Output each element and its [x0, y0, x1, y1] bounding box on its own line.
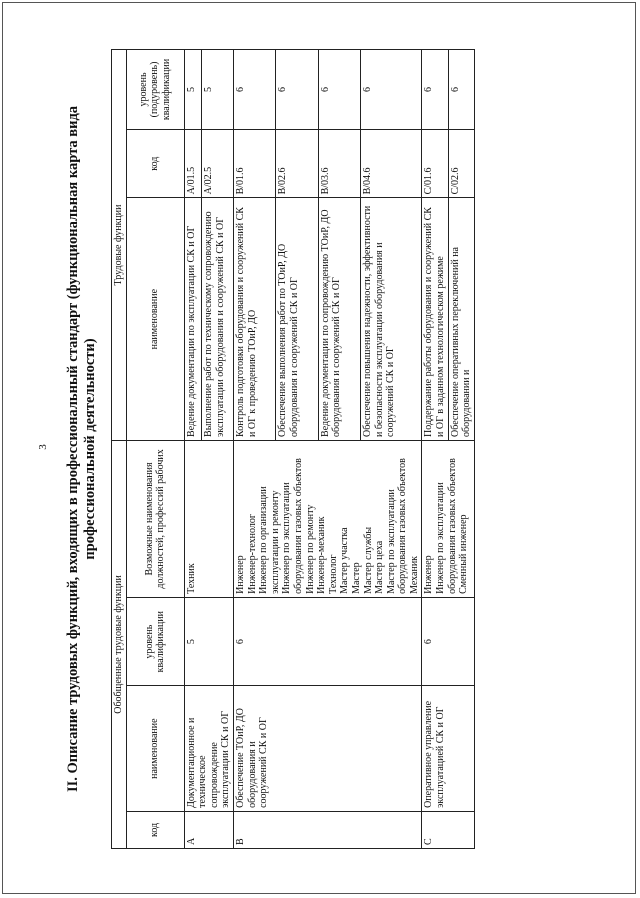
header-row-1 — [112, 50, 127, 849]
table-row — [184, 50, 202, 849]
tf-name: Обеспечение повышения надежности, эффективности и безопасности эксплуатации оборудования и сооружений СК и ОГ — [361, 198, 422, 441]
page-number: 3 — [37, 444, 49, 450]
tf-name: Выполнение работ по техническому сопровождению эксплуатации оборудования и сооружений СК и ОГ — [202, 198, 234, 441]
tf-level: 6 — [276, 50, 318, 130]
tf-name: Контроль подготовки оборудования и сооружений СК и ОГ к проведению ТОиР, ДО — [233, 198, 275, 441]
position-item: Инженер по ремонту — [304, 504, 316, 594]
header-row-2 — [126, 50, 184, 849]
tf-name: Ведение документации по эксплуатации СК и ОГ — [184, 198, 202, 441]
position-item: Технолог — [327, 554, 339, 594]
tf-code: A/02.5 — [202, 129, 234, 197]
position-item: Мастер — [350, 562, 362, 594]
gtf-name: Оперативное управление эксплуатацией СК и ОГ — [422, 686, 474, 812]
position-item: Инженер-механик — [316, 516, 328, 594]
gtf-positions — [422, 440, 474, 597]
position-item: Техник — [185, 563, 197, 594]
position-item: Мастер участка — [339, 527, 351, 594]
gtf-name: Документационное и техническое сопровождение эксплуатации СК и ОГ — [184, 686, 233, 812]
gtf-name: Обеспечение ТОиР, ДО оборудования и сооружений СК и ОГ — [233, 686, 422, 812]
gtf-positions — [233, 440, 422, 597]
position-item: Мастер цеха — [374, 540, 386, 594]
tf-name: Обеспечение оперативных переключений на оборудовании и — [448, 198, 474, 441]
tf-code: B/01.6 — [233, 129, 275, 197]
tf-level: 5 — [184, 50, 202, 130]
position-item: Инженер — [234, 555, 246, 594]
functional-map-table — [111, 49, 475, 849]
gtf-level: 5 — [184, 597, 233, 685]
tf-level: 6 — [318, 50, 360, 130]
table-row — [422, 50, 448, 849]
position-item: Механик — [408, 555, 420, 594]
gtf-code: C — [422, 811, 474, 848]
tf-level: 6 — [233, 50, 275, 130]
header-code: код — [126, 811, 184, 848]
tf-level: 5 — [202, 50, 234, 130]
header-level: уровень квалификации — [126, 597, 184, 685]
position-item: Инженер по эксплуатации оборудования газовых объектов — [281, 458, 304, 594]
tf-code: B/03.6 — [318, 129, 360, 197]
position-item: Инженер — [423, 555, 435, 594]
gtf-level: 6 — [233, 597, 422, 685]
section-title: II. Описание трудовых функций, входящих в профессиональный стандарт (функциональная карта вида профессиональной деятельности) — [65, 105, 98, 793]
tf-name: Поддержание работы оборудования и сооружений СК и ОГ в заданном технологическом режиме — [422, 198, 448, 441]
position-item: Инженер по эксплуатации оборудования газовых объектов — [435, 458, 458, 594]
tf-level: 6 — [422, 50, 448, 130]
header-positions: Возможные наименования должностей, профессий рабочих — [126, 440, 184, 597]
position-item: Мастер службы — [362, 526, 374, 594]
tf-code: B/02.6 — [276, 129, 318, 197]
table-body — [184, 50, 474, 849]
header-tf-name: наименование — [126, 198, 184, 441]
position-item: Мастер по эксплуатации оборудования газовых объектов — [385, 458, 409, 594]
position-item: Инженер по организации эксплуатации и ремонту — [258, 486, 281, 594]
tf-level: 6 — [448, 50, 474, 130]
tf-name: Ведение документации по сопровождению ТОиР, ДО оборудования и сооружений СК и ОГ — [318, 198, 360, 441]
tf-code: C/01.6 — [422, 129, 448, 197]
position-item: Сменный инженер — [458, 514, 470, 594]
header-generalized: Обобщенные трудовые функции — [112, 440, 127, 848]
gtf-level: 6 — [422, 597, 474, 685]
tf-code: C/02.6 — [448, 129, 474, 197]
tf-code: B/04.6 — [361, 129, 422, 197]
gtf-code: A — [184, 811, 233, 848]
tf-code: A/01.5 — [184, 129, 202, 197]
gtf-code: B — [233, 811, 422, 848]
position-item: Инженер-технолог — [246, 514, 258, 594]
header-labor: Трудовые функции — [112, 50, 127, 441]
header-tf-code: код — [126, 129, 184, 197]
table-row — [233, 50, 275, 849]
header-name: наименование — [126, 686, 184, 812]
rotated-content — [65, 49, 575, 849]
tf-level: 6 — [361, 50, 422, 130]
tf-name: Обеспечение выполнения работ по ТОиР, ДО оборудования и сооружений СК и ОГ — [276, 198, 318, 441]
gtf-positions — [184, 440, 233, 597]
header-tf-level: уровень (подуровень) квалификации — [126, 50, 184, 130]
